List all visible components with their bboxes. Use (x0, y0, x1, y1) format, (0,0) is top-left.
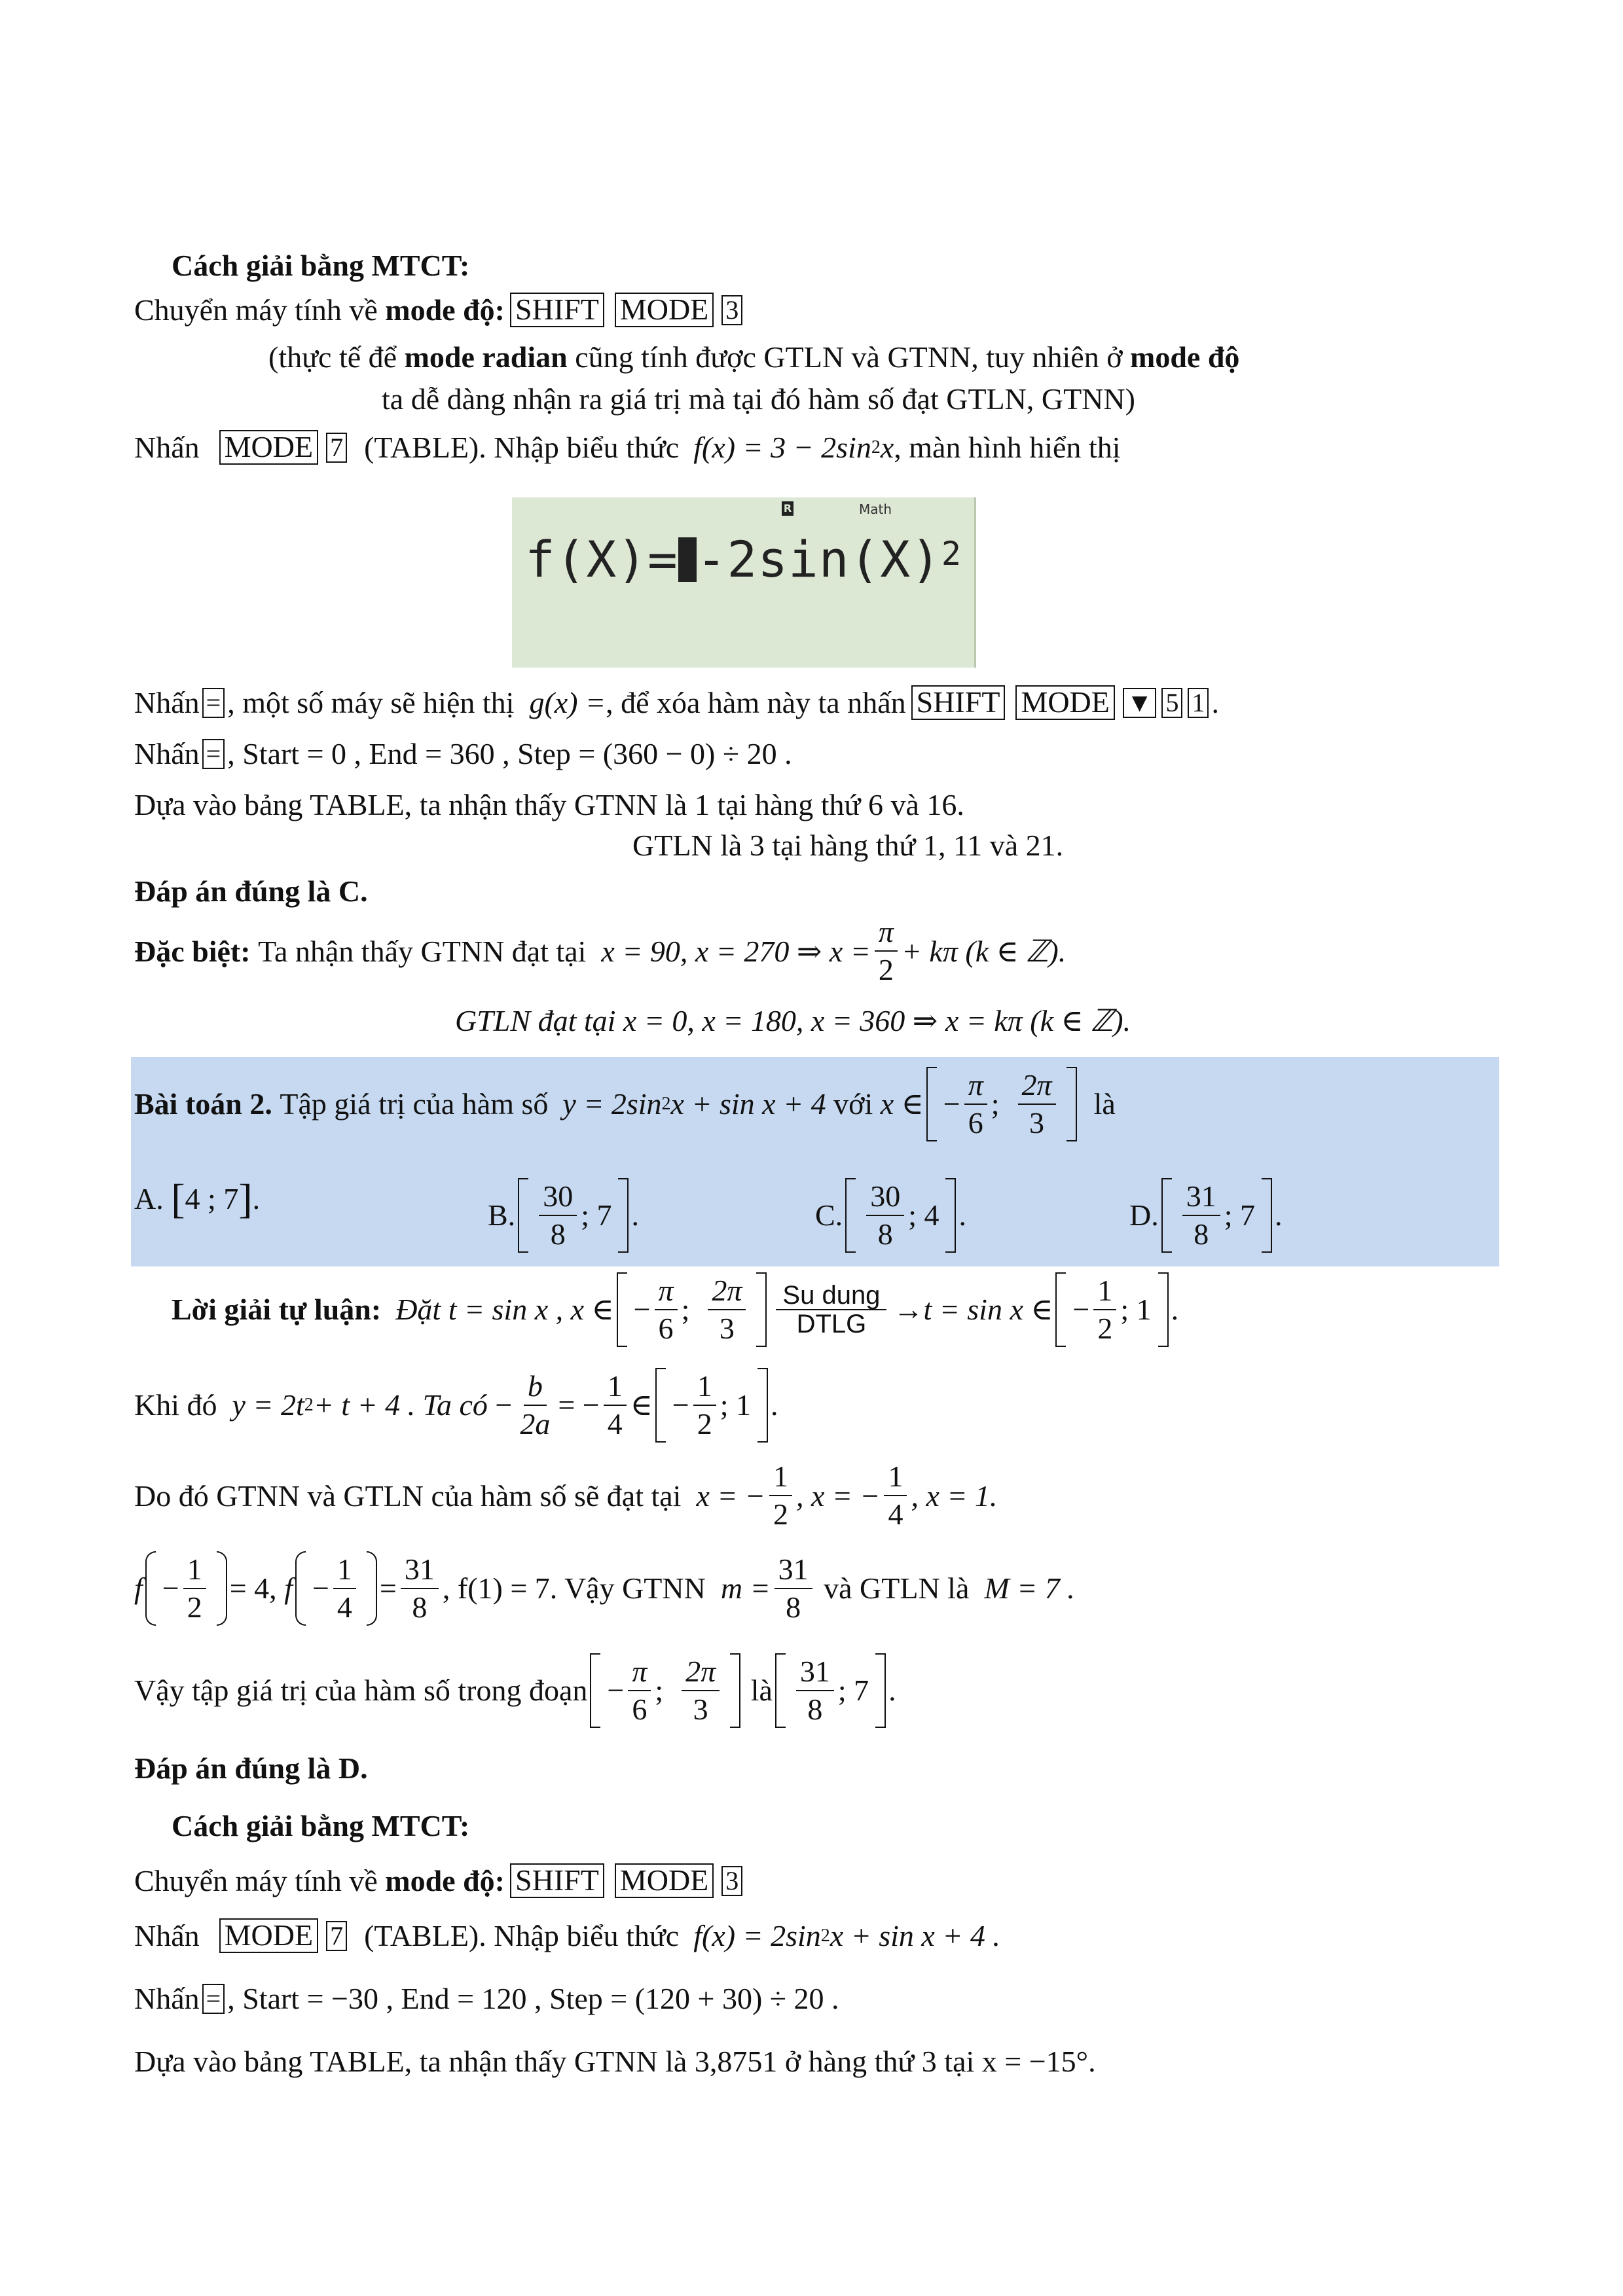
radian-indicator: R (782, 501, 793, 516)
table-result-1: Dựa vào bảng TABLE, ta nhận thấy GTNN là 1 tại hàng thứ 6 và 16. (134, 788, 964, 821)
start-line-2: Nhấn = , Start = −30 , End = 120 , Step = (120 + 30) ÷ 20 . (134, 1982, 839, 2015)
problem-2-statement: Bài toán 2. Tập giá trị của hàm số y = 2sin 2 x + sin x + 4 với x ∈ − $\frac{\pi}{6}$ ; 2π 3 là (134, 1067, 1116, 1141)
key-3: 3 (721, 1866, 742, 1896)
option-a: A. [ 4 ; 7 ] . (134, 1175, 261, 1222)
calculator-expression: $f(X)= -2\sin(X)^2$ (525, 530, 962, 588)
values-line: f − $\frac{1}{2}$ = 4, f − $\frac{1}{4}$ = $\frac{31}{8}$ , f(1) = 7. Vậy GTNN m = $\frac{31}{8}$ và GTLN là M = 7 . (134, 1551, 1075, 1626)
fraction-pi-2: $\frac{\pi}{2}$ (875, 916, 898, 986)
gtln-line: GTLN đạt tại x = 0, x = 180, x = 360 ⇒ x = kπ (k ∈ ℤ). (455, 1004, 1131, 1037)
solution-set-t: Lời giải tự luận: Đặt t = sin x , x ∈ − $\frac{\pi}{6}$ ; 2π 3 Su dung DTLG → t = sin x ∈ − $\frac{1}{2}$ ; 1 . (172, 1272, 1178, 1347)
vertex-line: Khi đó y = 2t 2 + t + 4 . Ta có − $\frac{b}{2a}$ = − $\frac{1}{4}$ ∈ − $\frac{1}{2}$ ; 1 . (134, 1368, 778, 1443)
key-shift: SHIFT (510, 1863, 604, 1897)
g-line: Nhấn = , một số máy sẽ hiện thị g(x) = , để xóa hàm này ta nhấn SHIFT MODE ▼ 5 1 . (134, 685, 1219, 719)
heading-mtct-2: Cách giải bằng MTCT: (172, 1809, 470, 1842)
mode-line-1: Chuyển máy tính về mode độ: SHIFT MODE 3 (134, 292, 745, 328)
heading-mtct-1: Cách giải bằng MTCT: (172, 249, 470, 282)
table-result-2: GTLN là 3 tại hàng thứ 1, 11 và 21. (632, 829, 1064, 862)
key-mode: MODE (615, 1863, 714, 1897)
key-1: 1 (1188, 688, 1209, 718)
cursor-icon (678, 537, 697, 582)
key-mode: MODE (219, 430, 318, 464)
option-d: D. 31 8 ; 7 . (1129, 1178, 1283, 1253)
answer-c: Đáp án đúng là C. (134, 874, 368, 908)
key-shift: SHIFT (510, 293, 604, 327)
key-7: 7 (326, 433, 347, 463)
key-5: 5 (1161, 688, 1182, 718)
start-line-1: Nhấn = , Start = 0 , End = 360 , Step = (360 − 0) ÷ 20 . (134, 737, 792, 770)
key-equals: = (202, 688, 225, 718)
interval-domain: − $\frac{\pi}{6}$ ; 2π 3 (926, 1067, 1077, 1141)
key-3: 3 (721, 295, 742, 325)
range-line: Vậy tập giá trị của hàm số trong đoạn − $\frac{\pi}{6}$ ; 2π 3 là 31 8 ; 7 . (134, 1653, 896, 1728)
special-line: Đặc biệt: Ta nhận thấy GTNN đạt tại x = 90, x = 270 ⇒ x = $\frac{\pi}{2}$ + kπ (k ∈ ℤ). (134, 915, 1067, 987)
table-input-line-1: Nhấn MODE 7 (TABLE). Nhập biểu thức f(x) = 3 − 2sin 2 x , màn hình hiển thị (134, 430, 1121, 464)
key-mode: MODE (615, 293, 714, 327)
key-7: 7 (326, 1921, 347, 1951)
key-down-icon: ▼ (1123, 688, 1157, 718)
option-c: C. 30 8 ; 4 . (815, 1178, 966, 1253)
note-line-1: (thực tế để mode radian cũng tính được GTLN và GTNN, tuy nhiên ở mode độ (268, 340, 1240, 374)
calculator-screen (512, 497, 976, 668)
answer-d: Đáp án đúng là D. (134, 1751, 368, 1785)
key-equals: = (202, 739, 225, 769)
arrow-label: Su dung DTLG (776, 1282, 886, 1338)
key-mode: MODE (1015, 685, 1114, 719)
table-input-line-2: Nhấn MODE 7 (TABLE). Nhập biểu thức f(x) = 2sin 2 x + sin x + 4 . (134, 1918, 1000, 1952)
option-b: B. 30 8 ; 7 . (488, 1178, 639, 1253)
math-indicator: Math (859, 501, 892, 517)
note-line-2: ta dễ dàng nhận ra giá trị mà tại đó hàm số đạt GTLN, GTNN) (382, 382, 1135, 416)
extreme-points-line: Do đó GTNN và GTLN của hàm số sẽ đạt tại x = − $\frac{1}{2}$ , x = − $\frac{1}{4}$ , x = 1. (134, 1460, 998, 1532)
mode-line-2: Chuyển máy tính về mode độ: SHIFT MODE 3 (134, 1863, 745, 1899)
key-equals: = (202, 1984, 225, 2014)
table-result-3: Dựa vào bảng TABLE, ta nhận thấy GTNN là 3,8751 ở hàng thứ 3 tại x = −15°. (134, 2045, 1096, 2078)
key-mode: MODE (219, 1918, 318, 1952)
key-shift: SHIFT (911, 685, 1006, 719)
